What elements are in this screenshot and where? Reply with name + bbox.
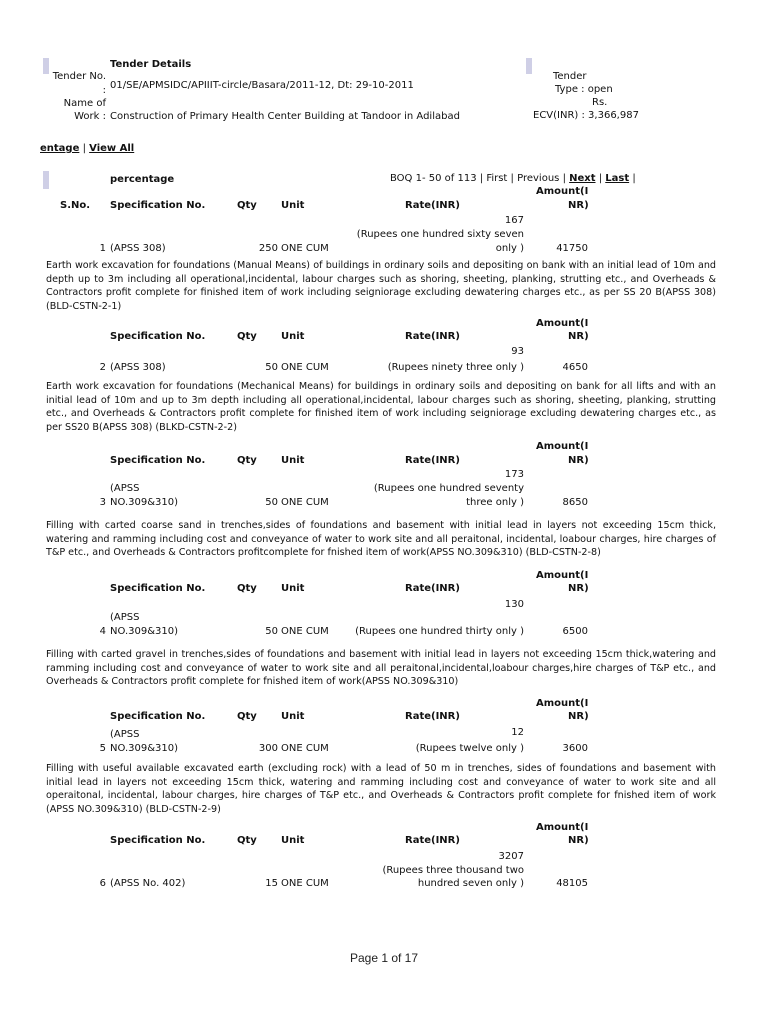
unit-header: Unit bbox=[281, 835, 305, 846]
item-sno: 4 bbox=[99, 626, 106, 637]
qty-header: Qty bbox=[237, 711, 257, 722]
item-rate: 3207 bbox=[498, 851, 524, 862]
item-sno: 6 bbox=[99, 878, 106, 889]
tender-type-label: Tender bbox=[553, 71, 587, 82]
item-rate: 93 bbox=[511, 346, 524, 357]
header-tab-right bbox=[526, 58, 532, 74]
boq-next-link[interactable]: Next bbox=[569, 173, 596, 184]
boq-sep: | bbox=[510, 173, 514, 184]
item-qty: 15 bbox=[265, 878, 278, 889]
item-description: Filling with useful available excavated earth (excluding rock) with a lead of 50 m in trenches, sides of foundations and basement with initial lead in layers not exceeding 15cm thick, watering and ramming including cost and conveyance of water to work site and all operaitonal, incidental, labour charges, hire charges of T&P etc., and Overheads & Contractors profit complete for fnished item of work (APSS NO.309&310) (BLD-CSTN-2-9) bbox=[46, 763, 716, 815]
item-description: Filling with carted coarse sand in trenches,sides of foundations and basement with initial lead in layers not exceeding 15cm thick, watering and ramming including cost and conveyance of water to work site and all peraitonal, incidental, loabour charges, hire charges of T&P etc., and Overheads & Contractors profitcomplete for fnished item of work(APSS NO.309&310) (BLD-CSTN-2-8) bbox=[46, 520, 716, 559]
item-unit: ONE CUM bbox=[281, 362, 329, 373]
rate-header: Rate(INR) bbox=[405, 583, 460, 594]
amount-header-2: NR) bbox=[568, 711, 589, 722]
amount-header-2: NR) bbox=[568, 200, 589, 211]
boq-previous-link[interactable]: Previous bbox=[517, 173, 560, 184]
unit-header: Unit bbox=[281, 583, 305, 594]
amount-header: Amount(I bbox=[536, 698, 589, 709]
nav-separator: | bbox=[82, 143, 86, 154]
ecv-currency: Rs. bbox=[592, 97, 608, 108]
item-spec: (APSS 308) bbox=[110, 362, 166, 373]
item-spec-2: NO.309&310) bbox=[110, 626, 178, 637]
item-spec: (APSS bbox=[110, 483, 140, 494]
item-rate: 130 bbox=[504, 599, 524, 610]
qty-header: Qty bbox=[237, 455, 257, 466]
amount-header: Amount(I bbox=[536, 570, 589, 581]
item-qty: 300 bbox=[258, 743, 278, 754]
amount-header: Amount(I bbox=[536, 318, 589, 329]
amount-header-2: NR) bbox=[568, 583, 589, 594]
view-all-link[interactable]: View All bbox=[89, 143, 135, 154]
item-qty: 50 bbox=[265, 497, 278, 508]
rate-header: Rate(INR) bbox=[405, 331, 460, 342]
item-rate-words: (Rupees one hundred thirty only ) bbox=[355, 626, 524, 637]
page-number: Page 1 of 17 bbox=[349, 951, 419, 965]
qty-header: Qty bbox=[237, 331, 257, 342]
item-amount: 41750 bbox=[556, 243, 588, 254]
rate-header: Rate(INR) bbox=[405, 200, 460, 211]
boq-bar-tab bbox=[43, 171, 49, 189]
unit-header: Unit bbox=[281, 711, 305, 722]
spec-header: Specification No. bbox=[110, 200, 206, 211]
item-unit: ONE CUM bbox=[281, 626, 329, 637]
rate-header: Rate(INR) bbox=[405, 455, 460, 466]
spec-header: Specification No. bbox=[110, 331, 206, 342]
tender-no-label: Tender No. bbox=[52, 71, 106, 82]
spec-header: Specification No. bbox=[110, 835, 206, 846]
item-qty: 50 bbox=[265, 626, 278, 637]
item-rate-words-2: three only ) bbox=[466, 497, 524, 508]
item-rate: 173 bbox=[504, 469, 524, 480]
sno-header: S.No. bbox=[60, 200, 91, 211]
rate-header: Rate(INR) bbox=[405, 835, 460, 846]
tender-heading: Tender Details bbox=[110, 59, 192, 70]
item-qty: 50 bbox=[265, 362, 278, 373]
qty-header: Qty bbox=[237, 835, 257, 846]
boq-percentage-label: percentage bbox=[110, 174, 175, 185]
item-unit: ONE CUM bbox=[281, 743, 329, 754]
amount-header: Amount(I bbox=[536, 441, 589, 452]
item-spec: (APSS bbox=[110, 729, 140, 740]
item-sno: 2 bbox=[99, 362, 106, 373]
item-unit: ONE CUM bbox=[281, 243, 329, 254]
spec-header: Specification No. bbox=[110, 455, 206, 466]
amount-header: Amount(I bbox=[536, 186, 589, 197]
item-spec: (APSS No. 402) bbox=[110, 878, 186, 889]
amount-header: Amount(I bbox=[536, 822, 589, 833]
item-amount: 4650 bbox=[562, 362, 588, 373]
item-spec-2: NO.309&310) bbox=[110, 497, 178, 508]
item-rate-words: (Rupees one hundred sixty seven bbox=[356, 229, 524, 240]
item-amount: 3600 bbox=[562, 743, 588, 754]
boq-first-link[interactable]: First bbox=[486, 173, 508, 184]
item-spec: (APSS 308) bbox=[110, 243, 166, 254]
boq-pagination bbox=[390, 173, 636, 184]
tender-type-value: Type : open bbox=[555, 84, 613, 95]
item-amount: 48105 bbox=[556, 878, 588, 889]
unit-header: Unit bbox=[281, 331, 305, 342]
percentage-link[interactable]: entage bbox=[40, 143, 80, 154]
boq-range: BOQ 1- 50 of 113 | bbox=[390, 173, 484, 184]
boq-sep: | bbox=[562, 173, 566, 184]
amount-header-2: NR) bbox=[568, 331, 589, 342]
nav-links bbox=[40, 143, 134, 154]
item-rate-words-2: only ) bbox=[495, 243, 524, 254]
item-description: Earth work excavation for foundations (Mechanical Means) for buildings in ordinary soils and depositing on bank for all lifts and with an initial lead of 10m and up to 3m depth including all operational,incidental, labour charges such as shoring, sheeting, planking, strutting etc., and Overheads & Contractors profit complete for finished item of work including seigniorage excluding dewatering charges etc., as per SS20 B(APSS 308) (BLKD-CSTN-2-2) bbox=[46, 381, 716, 433]
boq-sep: | bbox=[632, 173, 636, 184]
rate-header: Rate(INR) bbox=[405, 711, 460, 722]
item-description: Filling with carted gravel in trenches,sides of foundations and basement with initial lead in layers not exceeding 15cm thick,watering and ramming including cost and conveyance of water to work site and all peraitonal,incidental,loabour charges,hire charges of T&P etc., and Overheads & Contractors profit complete for fnished item of work(APSS NO.309&310) bbox=[46, 649, 716, 688]
item-qty: 250 bbox=[258, 243, 278, 254]
amount-header-2: NR) bbox=[568, 455, 589, 466]
item-spec: (APSS bbox=[110, 612, 140, 623]
item-sno: 1 bbox=[99, 243, 106, 254]
spec-header: Specification No. bbox=[110, 583, 206, 594]
item-description: Earth work excavation for foundations (Manual Means) of buildings in ordinary soils and depositing on bank with an initial lead of 10m and depth up to 3m including all operational,incidental, labour charges such as shoring, sheeting, planking, strutting etc., and Overheads & Contractors profit complete for finished item of work including seigniorage excluding dewatering charges etc., as per SS 20 B(APSS 308) (BLD-CSTN-2-1) bbox=[46, 260, 716, 312]
unit-header: Unit bbox=[281, 200, 305, 211]
qty-header: Qty bbox=[237, 200, 257, 211]
item-rate-words: (Rupees twelve only ) bbox=[415, 743, 524, 754]
qty-header: Qty bbox=[237, 583, 257, 594]
item-rate: 167 bbox=[504, 215, 524, 226]
item-amount: 8650 bbox=[562, 497, 588, 508]
item-spec-2: NO.309&310) bbox=[110, 743, 178, 754]
work-name-label-2: Work : bbox=[74, 111, 106, 122]
spec-header: Specification No. bbox=[110, 711, 206, 722]
unit-header: Unit bbox=[281, 455, 305, 466]
amount-header-2: NR) bbox=[568, 835, 589, 846]
item-rate-words: (Rupees three thousand two bbox=[382, 865, 524, 876]
item-unit: ONE CUM bbox=[281, 497, 329, 508]
item-rate-words: (Rupees ninety three only ) bbox=[387, 362, 524, 373]
tender-no-colon: : bbox=[102, 85, 106, 96]
work-name-label-1: Name of bbox=[63, 98, 106, 109]
item-rate-words: (Rupees one hundred seventy bbox=[373, 483, 524, 494]
item-unit: ONE CUM bbox=[281, 878, 329, 889]
item-amount: 6500 bbox=[562, 626, 588, 637]
item-rate: 12 bbox=[511, 727, 524, 738]
item-sno: 5 bbox=[99, 743, 106, 754]
work-name-value: Construction of Primary Health Center Building at Tandoor in Adilabad bbox=[110, 111, 460, 122]
item-rate-words-2: hundred seven only ) bbox=[417, 878, 524, 889]
boq-last-link[interactable]: Last bbox=[605, 173, 630, 184]
tender-no-value: 01/SE/APMSIDC/APIIIT-circle/Basara/2011-12, Dt: 29-10-2011 bbox=[110, 80, 414, 91]
item-sno: 3 bbox=[99, 497, 106, 508]
boq-sep: | bbox=[598, 173, 603, 184]
ecv-value: ECV(INR) : 3,366,987 bbox=[533, 110, 639, 121]
